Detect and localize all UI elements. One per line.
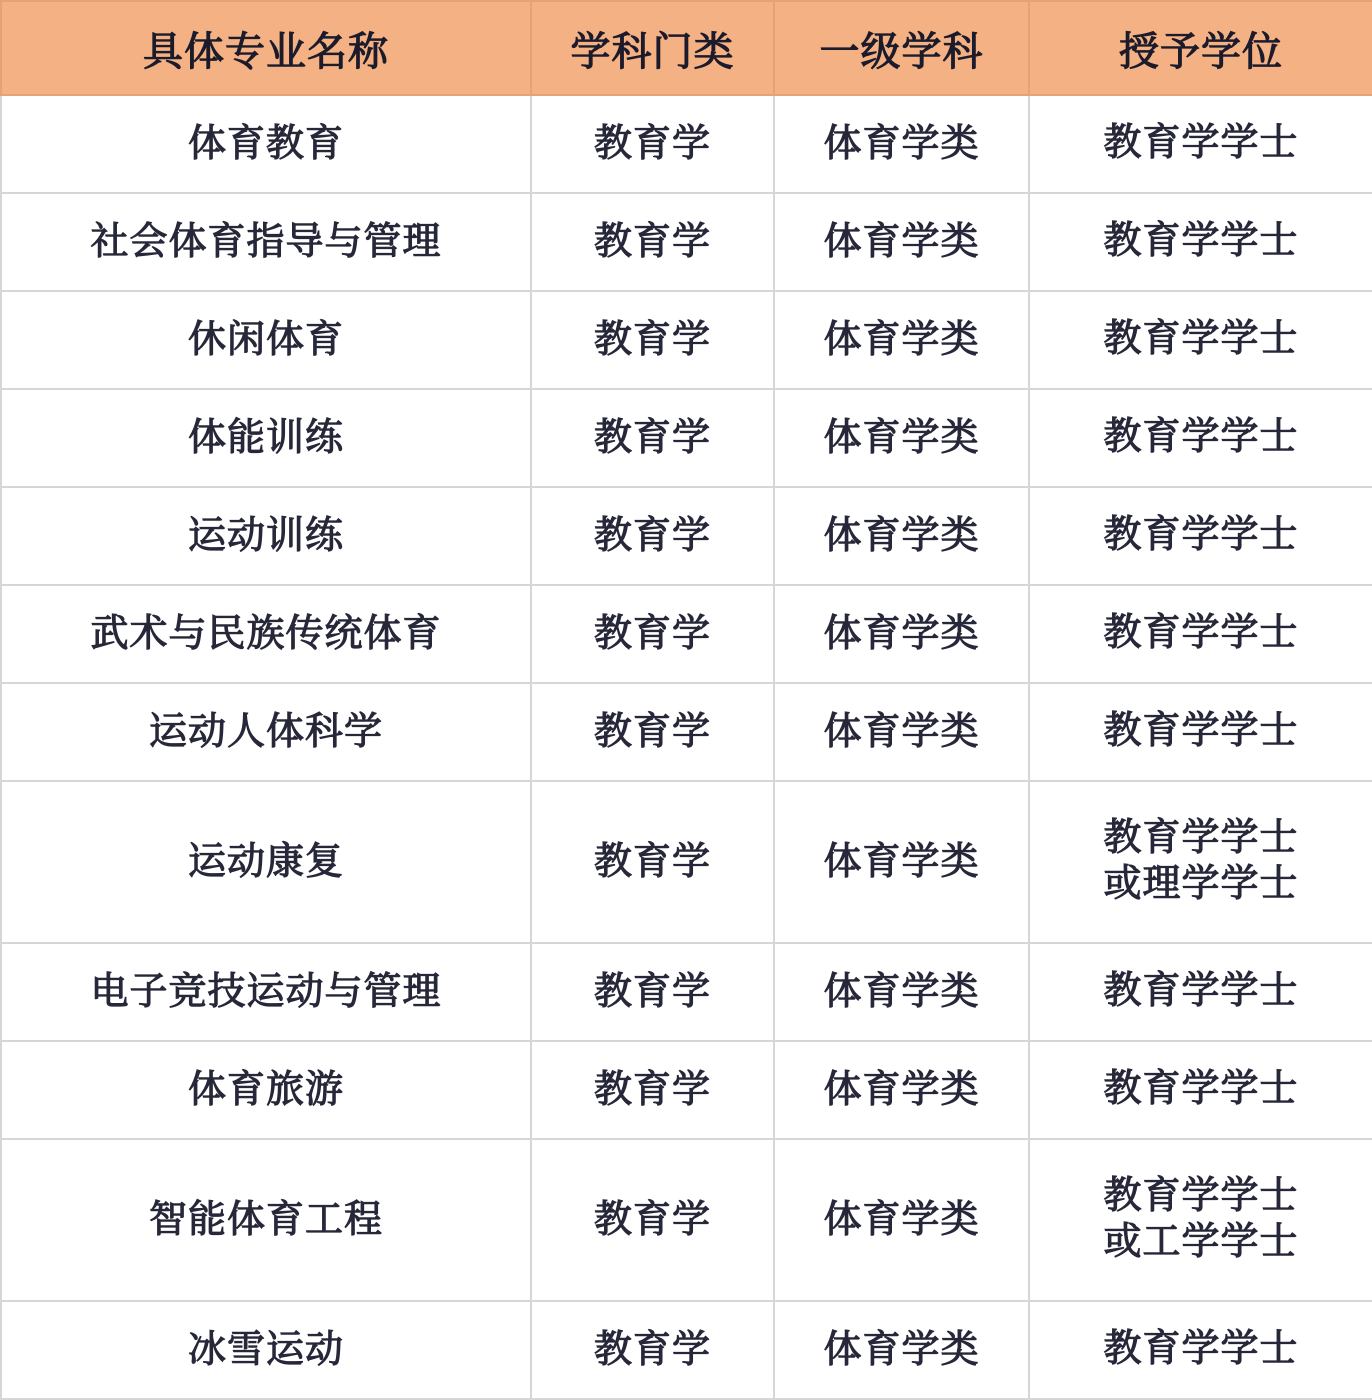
table-row [1, 291, 1372, 389]
cell-degree-line1: 教育学学士 [1103, 416, 1299, 459]
cell-degree-line1: 教育学学士 [1103, 1328, 1299, 1371]
cell-degree-line1: 教育学学士 [1103, 122, 1299, 165]
cell-degree-line1: 教育学学士 [1103, 220, 1299, 263]
column-header-category: 学科门类 [531, 1, 774, 95]
table-row [1, 389, 1372, 487]
cell-degree-line1: 教育学学士 [1103, 318, 1299, 361]
cell-category: 教育学 [531, 1139, 774, 1301]
cell-major: 冰雪运动 [1, 1301, 531, 1399]
cell-discipline: 体育学类 [774, 1139, 1029, 1301]
table-row [1, 781, 1372, 943]
cell-degree [1029, 1041, 1372, 1139]
cell-degree [1029, 1139, 1372, 1301]
cell-degree [1029, 585, 1372, 683]
cell-degree-line1: 教育学学士 [1103, 612, 1299, 655]
cell-degree [1029, 683, 1372, 781]
cell-degree [1029, 487, 1372, 585]
table-row [1, 487, 1372, 585]
cell-degree [1029, 943, 1372, 1041]
column-header-degree: 授予学位 [1029, 1, 1372, 95]
cell-discipline: 体育学类 [774, 95, 1029, 193]
table-row [1, 1139, 1372, 1301]
cell-degree-line1: 教育学学士 [1103, 514, 1299, 557]
cell-category: 教育学 [531, 389, 774, 487]
cell-degree-line1: 教育学学士 [1103, 1175, 1299, 1218]
cell-category: 教育学 [531, 683, 774, 781]
table-row [1, 95, 1372, 193]
cell-category: 教育学 [531, 1301, 774, 1399]
cell-discipline: 体育学类 [774, 1301, 1029, 1399]
cell-major: 运动训练 [1, 487, 531, 585]
cell-discipline: 体育学类 [774, 389, 1029, 487]
cell-degree-line2: 或理学学士 [1103, 863, 1299, 905]
cell-category: 教育学 [531, 193, 774, 291]
cell-category: 教育学 [531, 1041, 774, 1139]
cell-degree [1029, 1301, 1372, 1399]
cell-category: 教育学 [531, 943, 774, 1041]
cell-discipline: 体育学类 [774, 781, 1029, 943]
cell-degree [1029, 781, 1372, 943]
cell-discipline: 体育学类 [774, 1041, 1029, 1139]
cell-discipline: 体育学类 [774, 585, 1029, 683]
column-header-discipline: 一级学科 [774, 1, 1029, 95]
cell-degree-line2: 或工学学士 [1103, 1221, 1299, 1263]
cell-major: 体能训练 [1, 389, 531, 487]
cell-discipline: 体育学类 [774, 943, 1029, 1041]
cell-major: 运动人体科学 [1, 683, 531, 781]
cell-degree [1029, 193, 1372, 291]
cell-degree [1029, 389, 1372, 487]
cell-category: 教育学 [531, 585, 774, 683]
cell-major: 社会体育指导与管理 [1, 193, 531, 291]
column-header-major: 具体专业名称 [1, 1, 531, 95]
table-header [1, 1, 1372, 95]
cell-discipline: 体育学类 [774, 683, 1029, 781]
cell-major: 运动康复 [1, 781, 531, 943]
cell-category: 教育学 [531, 781, 774, 943]
cell-degree-line1: 教育学学士 [1103, 710, 1299, 753]
cell-major: 武术与民族传统体育 [1, 585, 531, 683]
cell-degree [1029, 95, 1372, 193]
table-row [1, 1041, 1372, 1139]
cell-category: 教育学 [531, 487, 774, 585]
table-row [1, 193, 1372, 291]
table-row [1, 683, 1372, 781]
cell-major: 体育教育 [1, 95, 531, 193]
table-row [1, 585, 1372, 683]
cell-degree-line1: 教育学学士 [1103, 817, 1299, 860]
cell-discipline: 体育学类 [774, 487, 1029, 585]
cell-degree-line1: 教育学学士 [1103, 970, 1299, 1013]
cell-major: 电子竞技运动与管理 [1, 943, 531, 1041]
cell-category: 教育学 [531, 291, 774, 389]
table-body [1, 95, 1372, 1399]
cell-discipline: 体育学类 [774, 291, 1029, 389]
cell-major: 智能体育工程 [1, 1139, 531, 1301]
cell-major: 休闲体育 [1, 291, 531, 389]
cell-category: 教育学 [531, 95, 774, 193]
cell-degree-line1: 教育学学士 [1103, 1068, 1299, 1111]
cell-discipline: 体育学类 [774, 193, 1029, 291]
table-row [1, 1301, 1372, 1399]
table-row [1, 943, 1372, 1041]
table-header-row [1, 1, 1372, 95]
cell-major: 体育旅游 [1, 1041, 531, 1139]
cell-degree [1029, 291, 1372, 389]
